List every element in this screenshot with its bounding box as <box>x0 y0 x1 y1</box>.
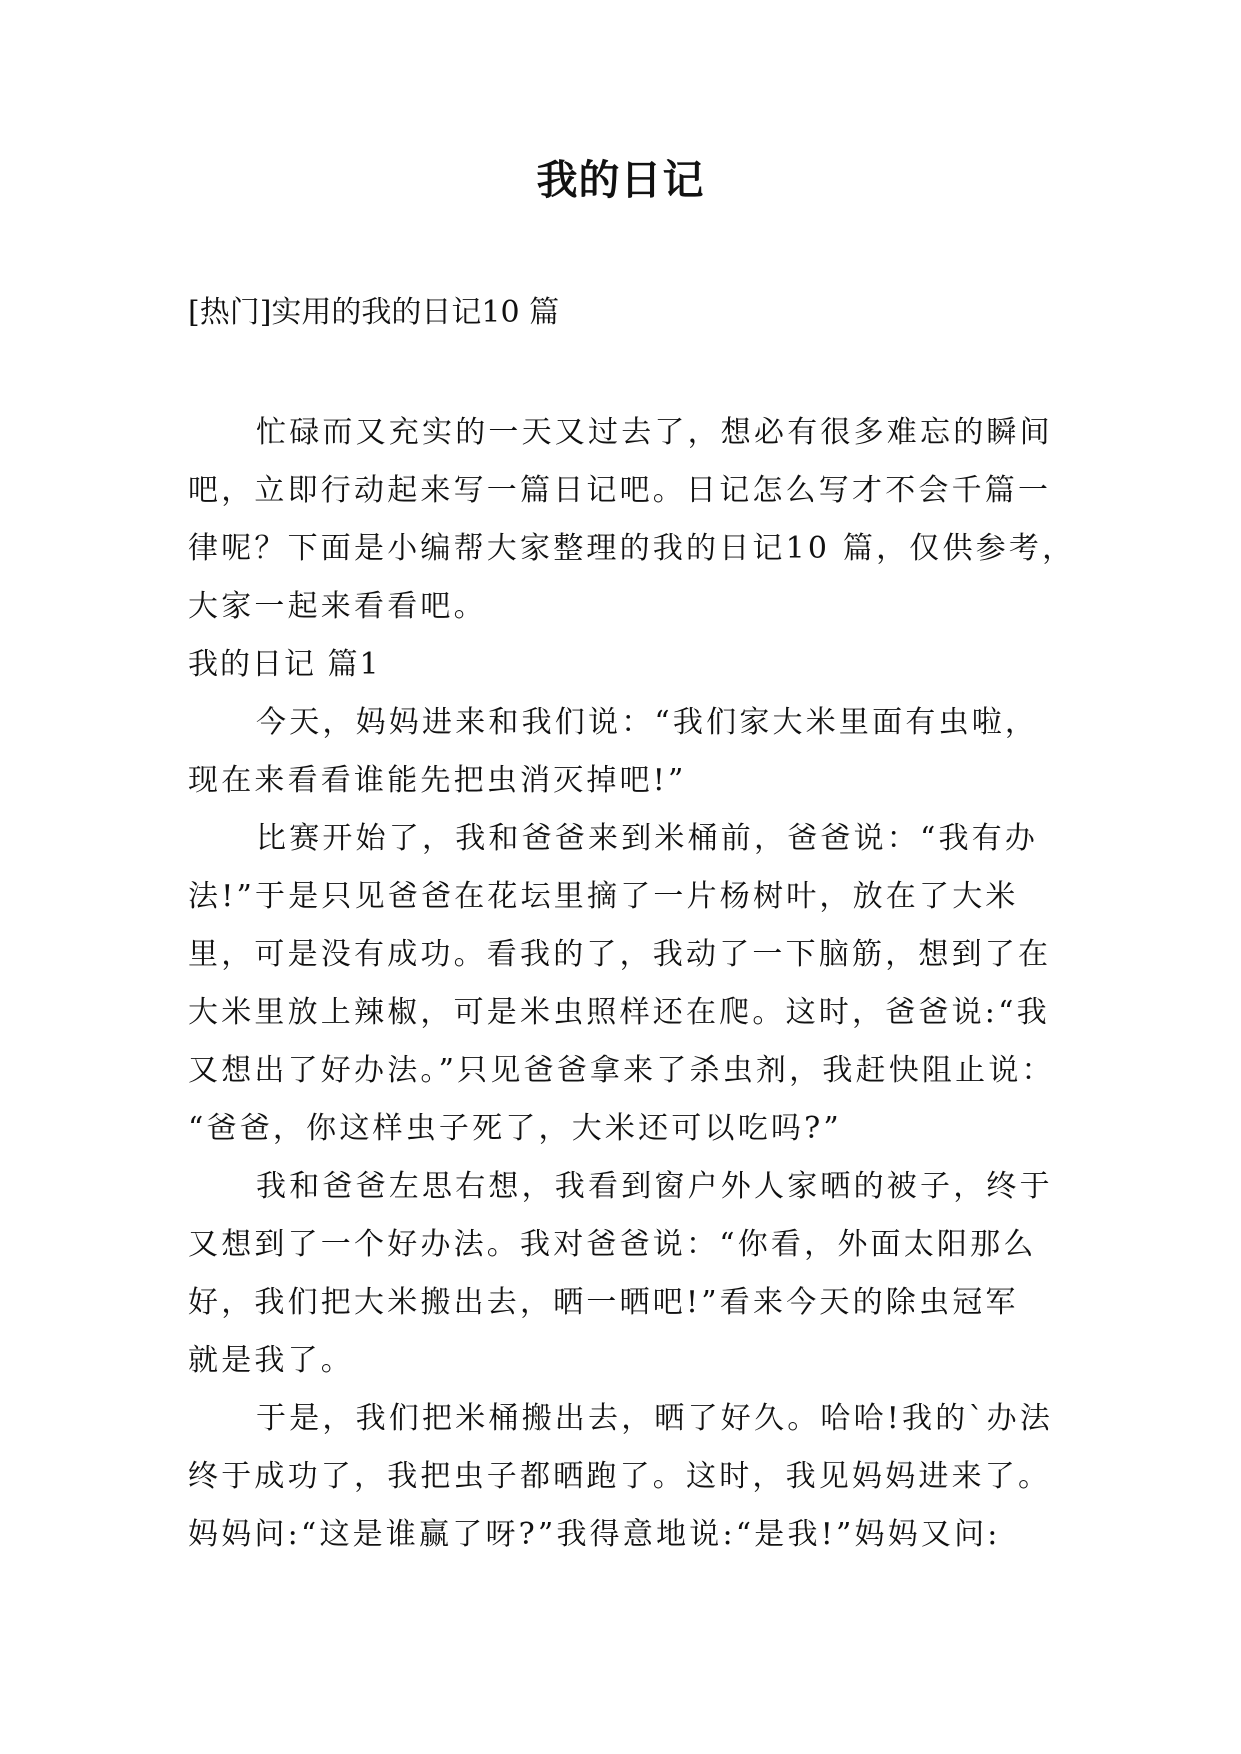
body-text-line: 又想到了一个好办法。我对爸爸说：“你看，外面太阳那么 <box>188 1227 1037 1262</box>
body-text-line: 大米里放上辣椒，可是米虫照样还在爬。这时，爸爸说:“我 <box>188 995 1050 1030</box>
body-text-line: 法!”于是只见爸爸在花坛里摘了一片杨树叶，放在了大米 <box>188 879 1019 914</box>
document-subtitle: [热门]实用的我的日记10 篇 <box>188 295 560 330</box>
body-text-line: 比赛开始了，我和爸爸来到米桶前，爸爸说：“我有办 <box>256 821 1039 856</box>
body-text-line: 现在来看看谁能先把虫消灭掉吧!” <box>188 763 687 798</box>
body-text-line: 妈妈问:“这是谁赢了呀?”我得意地说:“是我!”妈妈又问: <box>188 1517 1001 1552</box>
body-text-line: “爸爸，你这样虫子死了，大米还可以吃吗?” <box>188 1111 842 1146</box>
body-text-line: 今天，妈妈进来和我们说：“我们家大米里面有虫啦， <box>256 705 1039 740</box>
body-text-line: 又想出了好办法。”只见爸爸拿来了杀虫剂，我赶快阻止说： <box>188 1053 1055 1088</box>
body-text-line: 忙碌而又充实的一天又过去了，想必有很多难忘的瞬间 <box>256 415 1053 450</box>
body-text-line: 于是，我们把米桶搬出去，晒了好久。哈哈!我的`办法 <box>256 1401 1054 1436</box>
body-text-line: 终于成功了，我把虫子都晒跑了。这时，我见妈妈进来了。 <box>188 1459 1052 1494</box>
document-title: 我的日记 <box>536 156 705 204</box>
section-heading: 我的日记 篇1 <box>188 647 381 682</box>
body-text-line: 就是我了。 <box>188 1343 354 1378</box>
body-text-line: 好，我们把大米搬出去，晒一晒吧!”看来今天的除虫冠军 <box>188 1285 1019 1320</box>
body-text-line: 大家一起来看看吧。 <box>188 589 487 624</box>
body-text-line: 律呢？下面是小编帮大家整理的我的日记10 篇，仅供参考， <box>188 531 1076 566</box>
body-text-line: 里，可是没有成功。看我的了，我动了一下脑筋，想到了在 <box>188 937 1052 972</box>
body-text-line: 吧，立即行动起来写一篇日记吧。日记怎么写才不会千篇一 <box>188 473 1052 508</box>
document-body <box>188 404 1088 1564</box>
body-text-line: 我和爸爸左思右想，我看到窗户外人家晒的被子，终于 <box>256 1169 1053 1204</box>
